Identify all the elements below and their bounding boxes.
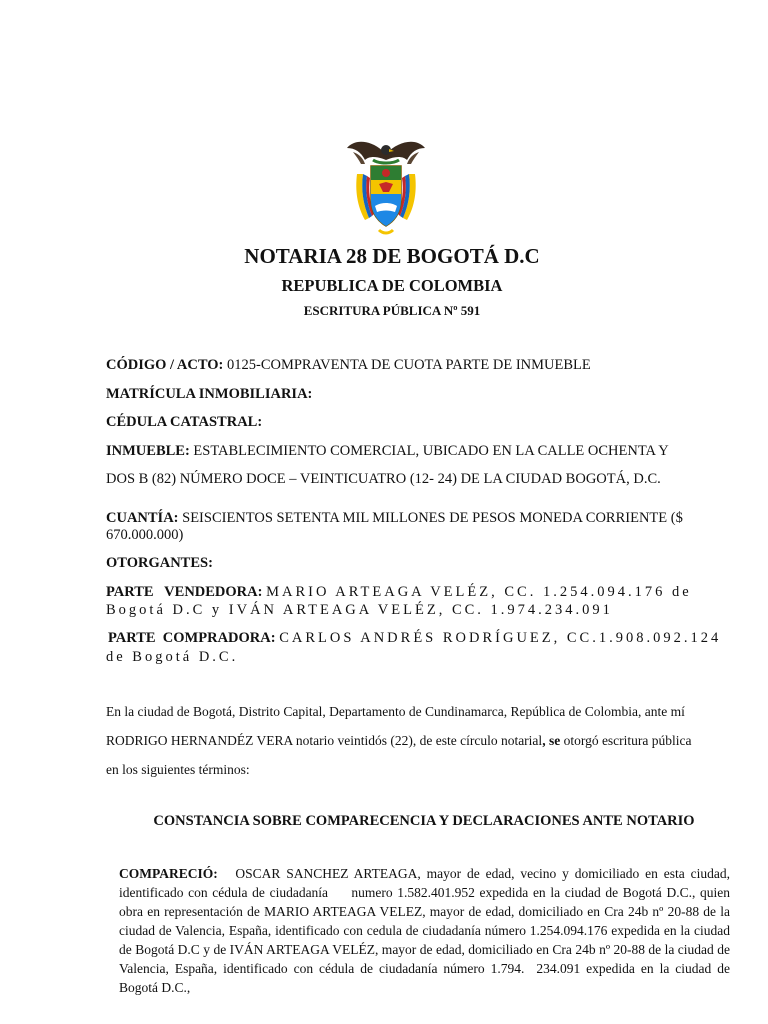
cuantia-label: CUANTÍA: xyxy=(106,510,179,526)
inmueble-line-2 xyxy=(106,471,661,488)
inmueble-value-2: DOS B (82) NÚMERO DOCE – VEINTICUATRO (12- 24) DE LA CIUDAD BOGOTÁ, D.C. xyxy=(106,471,661,487)
cedula-catastral-line xyxy=(106,414,262,431)
cuantia-line-2 xyxy=(106,527,183,544)
otorgantes-label: OTORGANTES: xyxy=(106,555,213,571)
cuantia-line-1 xyxy=(106,510,683,527)
colombia-coat-of-arms-icon xyxy=(343,134,429,238)
republica-subtitle: REPUBLICA DE COLOMBIA xyxy=(281,276,503,295)
escritura-number: ESCRITURA PÚBLICA Nº 591 xyxy=(303,303,481,318)
comparecio-text: OSCAR SANCHEZ ARTEAGA, mayor de edad, vecino y domiciliado en esta ciudad, identificado con cédula de ciudadanía numero 1.582.401.952 expedida en la ciudad de Bogotá D.C., quien obra en representación de MARIO ARTEAGA VELEZ, mayor de edad, domiciliado en Cra 24b nº 20-88 de la ciudad de Valencia, España, identificado con cedula de ciudadanía número 1.254.094.176 expedida en la ciudad de Bogotá D.C y de IVÁN ARTEAGA VELÉZ, mayor de edad, domiciliado en Cra 24b nº 20-88 de la ciudad de Valencia, España, identificado con cédula de ciudadanía número 1.794. 234.091 expedida en la ciudad de Bogotá D.C., xyxy=(119,866,734,995)
compradora-line-2: de Bogotá D.C. xyxy=(106,649,239,665)
vendedora-line-1 xyxy=(106,584,692,601)
codigo-value: 0125-COMPRAVENTA DE CUOTA PARTE DE INMUEBLE xyxy=(226,357,591,373)
codigo-acto-line xyxy=(106,357,591,374)
cuantia-value-2: 670.000.000) xyxy=(106,527,184,543)
vendedora-value-1: MARIO ARTEAGA VELÉZ, CC. 1.254.094.176 de xyxy=(266,584,692,600)
vendedora-line-2: Bogotá D.C y IVÁN ARTEAGA VELÉZ, CC. 1.974.234.091 xyxy=(106,602,613,618)
compradora-value-1: CARLOS ANDRÉS RODRÍGUEZ, CC.1.908.092.124 xyxy=(279,630,722,646)
inmueble-label: INMUEBLE: xyxy=(106,443,190,459)
constancia-heading: CONSTANCIA SOBRE COMPARECENCIA Y DECLARACIONES ANTE NOTARIO xyxy=(153,813,695,829)
intro-text-1: En la ciudad de Bogotá, Distrito Capital, Departamento de Cundinamarca, República de Colombia, ante mí RODRIGO HERNANDÉZ VERA notario veintidós (22), de este círculo notarial xyxy=(106,704,685,748)
cedula-label: CÉDULA CATASTRAL: xyxy=(106,414,263,430)
intro-paragraph xyxy=(106,697,706,784)
matricula-label: MATRÍCULA INMOBILIARIA: xyxy=(106,386,313,402)
inmueble-line-1 xyxy=(106,443,669,460)
comparecio-paragraph xyxy=(119,864,734,997)
codigo-label: CÓDIGO / ACTO: xyxy=(106,357,224,373)
matricula-line xyxy=(106,386,312,403)
compradora-line-1 xyxy=(108,630,721,647)
intro-text-2: otorgó escritura pública en los siguientes términos: xyxy=(106,733,692,777)
intro-bold: , se xyxy=(542,733,561,748)
vendedora-label: PARTE VENDEDORA: xyxy=(106,584,263,600)
otorgantes-line xyxy=(106,555,213,572)
cuantia-value-1: SEISCIENTOS SETENTA MIL MILLONES DE PESOS MONEDA CORRIENTE ($ xyxy=(182,510,683,526)
comparecio-label: COMPARECIÓ: xyxy=(119,866,218,881)
notaria-title: NOTARIA 28 DE BOGOTÁ D.C xyxy=(244,244,540,268)
inmueble-value-1: ESTABLECIMIENTO COMERCIAL, UBICADO EN LA CALLE OCHENTA Y xyxy=(193,443,669,459)
compradora-label: PARTE COMPRADORA: xyxy=(108,630,276,646)
